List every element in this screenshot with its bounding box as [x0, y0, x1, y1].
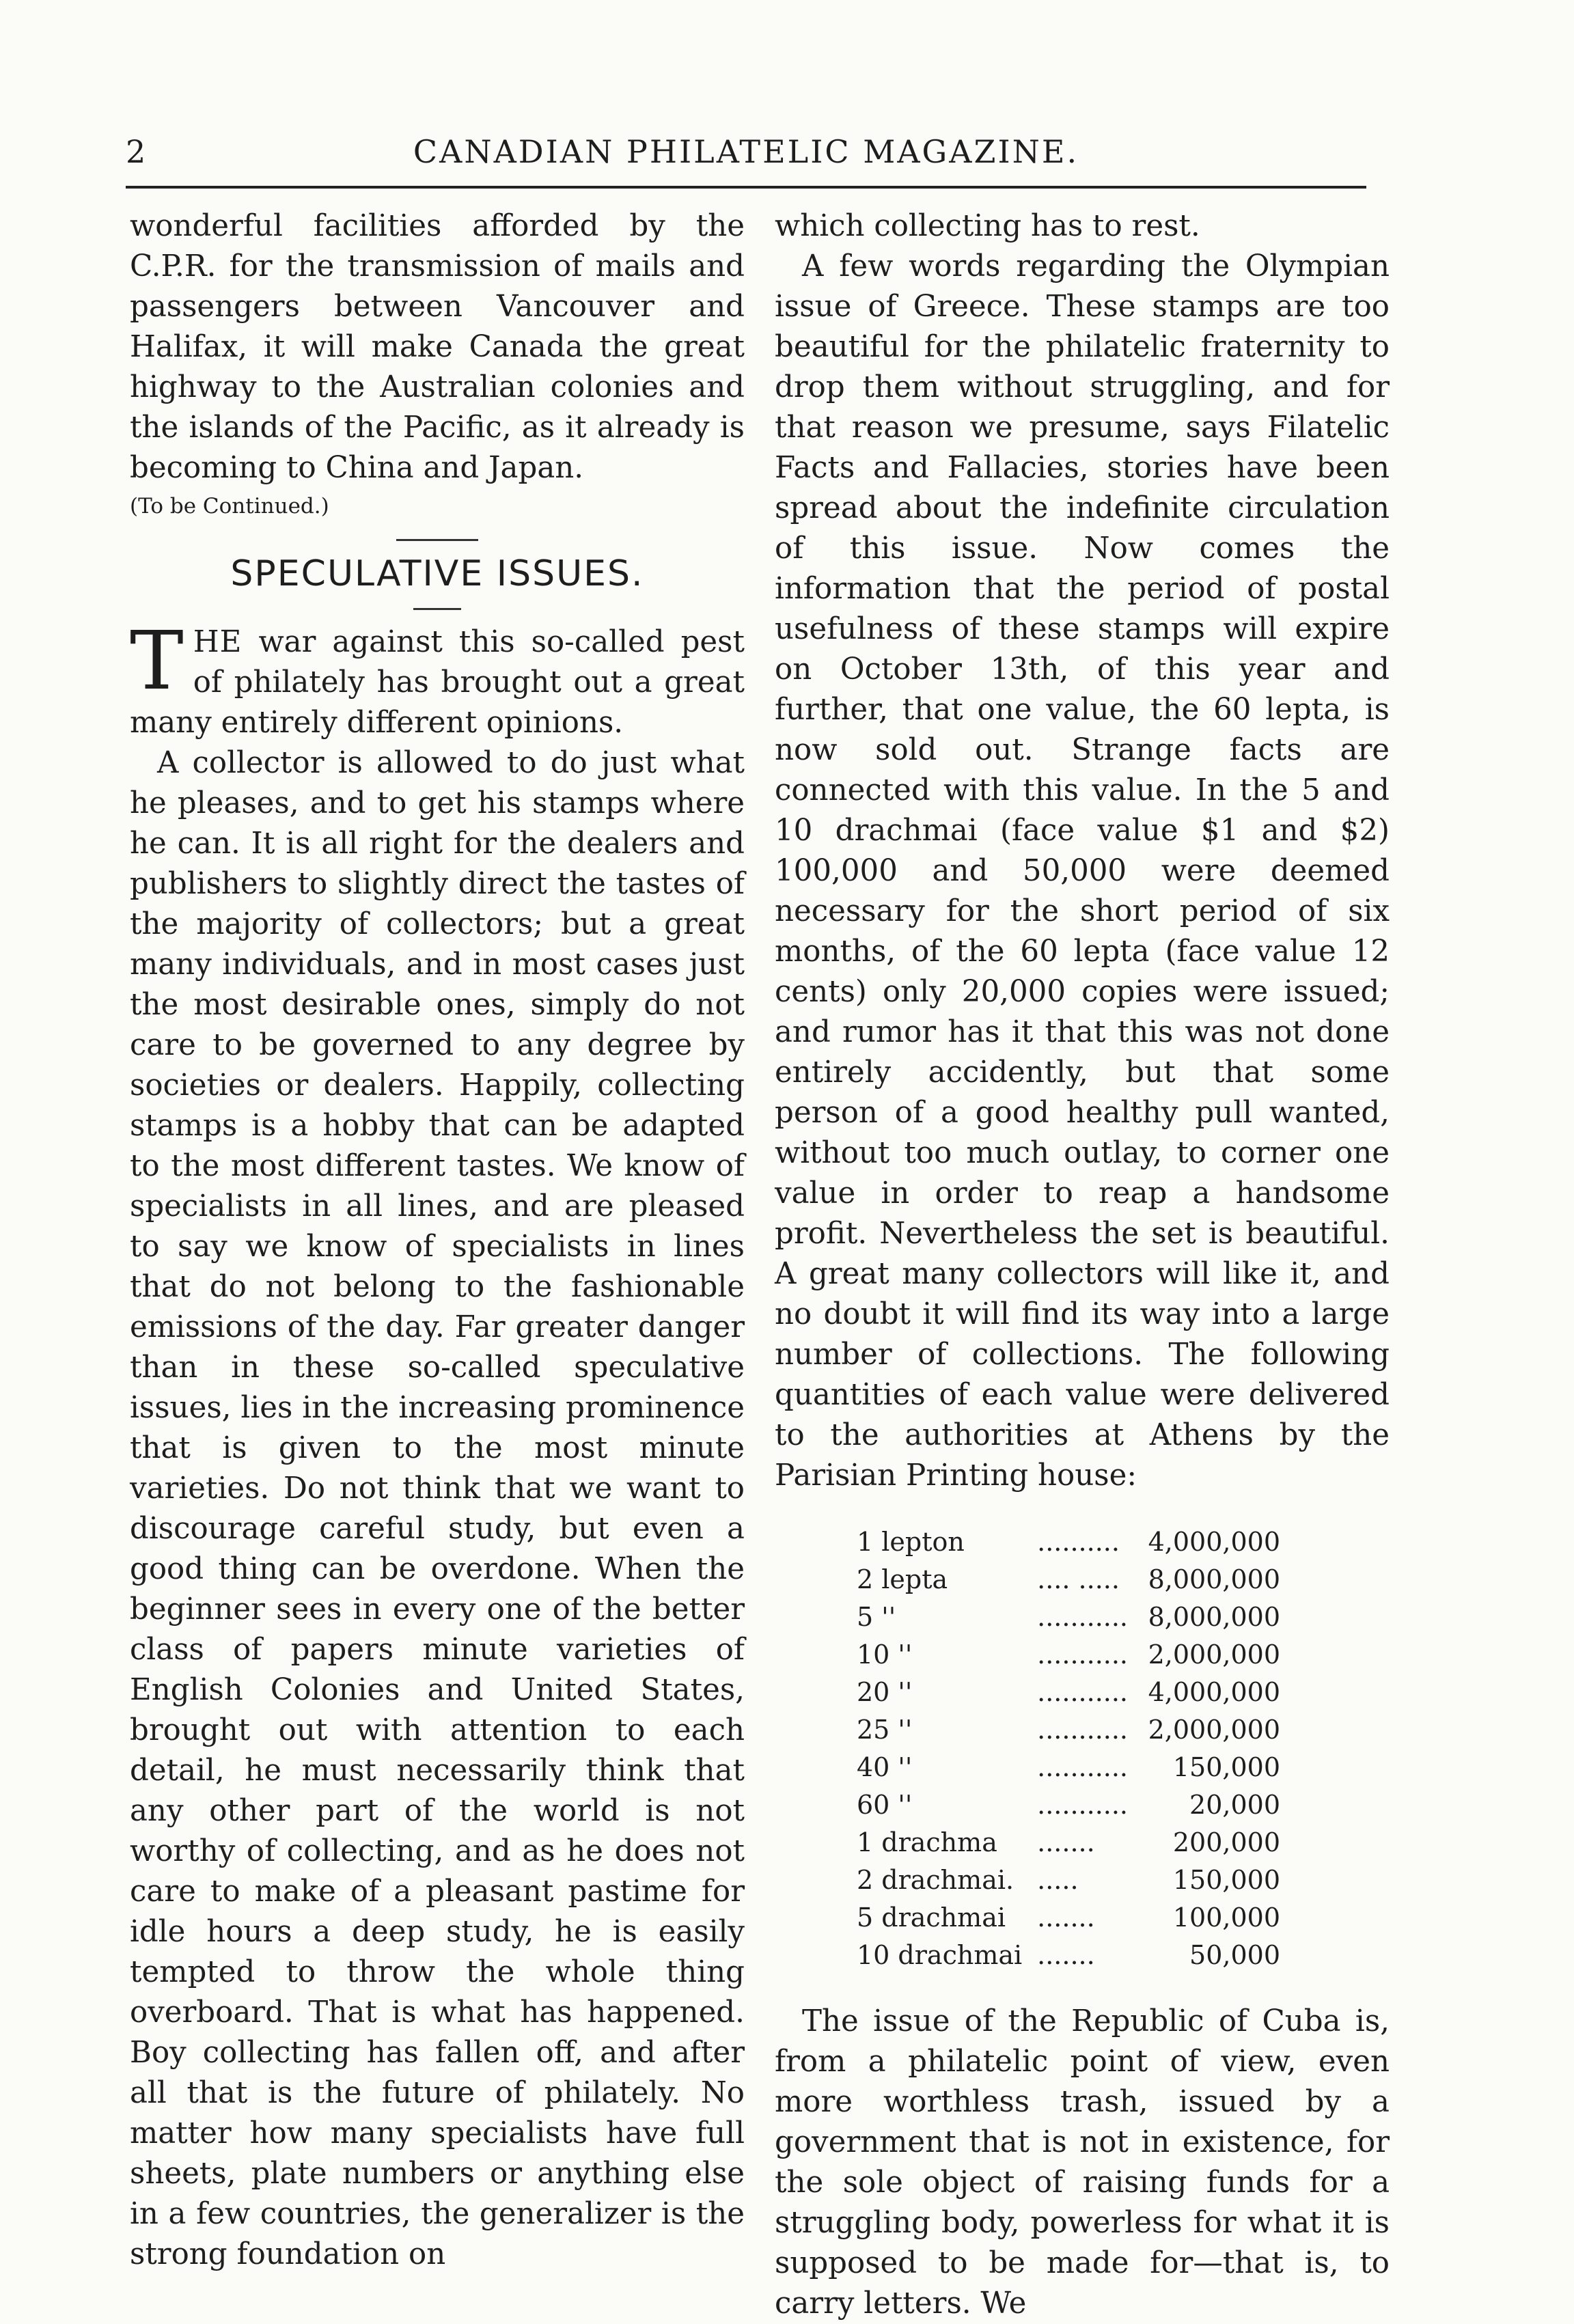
left-paragraph-1: wonderful facilities afforded by the C.P.R. for the transmission of mails and passengers between Vancouver and Halifax, it will make Canada the great highway to the Australian colonies and the islands of the Pacific, as it already is becoming to China and Japan.	[130, 209, 745, 485]
left-paragraph-2	[130, 613, 745, 743]
quantity-value: 150,000	[1172, 1865, 1280, 1895]
dot-leader: ...........	[1037, 1640, 1129, 1670]
table-row	[857, 1899, 1280, 1937]
right-paragraph-2: A few words regarding the Olympian issue of Greece. These stamps are too beautiful for the philatelic fraternity to drop them without struggling, and for that reason we presume, says Filatelic Facts and Fallacies, stories have been spread about the indefinite circulation of this issue. Now comes the information that the period of postal usefulness of these stamps will expire on October 13th, of this year and further, that one value, the 60 lepta, is now sold out. Strange facts are connected with this value. In the 5 and 10 drachmai (face value $1 and $2) 100,000 and 50,000 were deemed necessary for the short period of six months, of the 60 lepta (face value 12 cents) only 20,000 copies were issued; and rumor has it that this was not done entirely accidently, but that some person of a good healthy pull wanted, without too much outlay, to corner one value in order to reap a handsome profit. Nevertheless the set is beautiful. A great many collectors will like it, and no doubt it will find its way into a large number of collections. The following quantities of each value were delivered to the authorities at Athens by the Parisian Printing house:	[775, 249, 1390, 1493]
right-paragraph-1: which collecting has to rest.	[775, 209, 1200, 243]
value-label: 10 drachmai	[857, 1940, 1023, 1970]
left-paragraph-2-text: war against this so-called pest of philately has brought out a great many entirely different opinions.	[130, 625, 745, 740]
dot-leader: ...........	[1037, 1715, 1129, 1745]
page-number: 2	[126, 133, 146, 170]
running-head: CANADIAN PHILATELIC MAGAZINE.	[413, 133, 1079, 170]
dot-leader: .... .....	[1037, 1564, 1120, 1594]
page-header	[126, 131, 1366, 172]
table-row	[857, 1786, 1280, 1824]
lead-word: HE	[193, 625, 243, 659]
right-paragraph-3: The issue of the Republic of Cuba is, from a philatelic point of view, even more worthless trash, issued by a government that is not in existence, for the sole object of raising funds for a struggling body, powerless for what it is supposed to be made for—that is, to carry letters. We	[775, 2004, 1390, 2321]
quantity-value: 100,000	[1172, 1903, 1280, 1933]
value-label: 10 ''	[857, 1640, 913, 1670]
continued-note: (To be Continued.)	[130, 494, 329, 518]
dot-leader: .....	[1037, 1865, 1079, 1895]
quantity-value: 2,000,000	[1148, 1640, 1280, 1670]
dot-leader: .......	[1037, 1827, 1095, 1857]
dot-leader: .......	[1037, 1903, 1095, 1933]
table-row	[857, 1749, 1280, 1786]
quantity-value: 200,000	[1172, 1827, 1280, 1857]
quantity-value: 20,000	[1189, 1790, 1280, 1820]
table-row	[857, 1561, 1280, 1599]
left-paragraph-3: A collector is allowed to do just what he pleases, and to get his stamps where he can. It is all right for the dealers and publishers to slightly direct the tastes of the majority of collectors; but a great many individuals, and in most cases just the most desirable ones, simply do not care to be governed to any degree by societies or dealers. Happily, collecting stamps is a hobby that can be adapted to the most different tastes. We know of specialists in all lines, and are pleased to say we know of specialists in lines that do not belong to the fashionable emissions of the day. Far greater danger than in these so-called speculative issues, lies in the increasing prominence that is given to the most minute varieties. Do not think that we want to discourage careful study, but even a good thing can be overdone. When the beginner sees in every one of the better class of papers minute varieties of English Colonies and United States, brought out with attention to each detail, he must necessarily think that any other part of the world is not worthy of collecting, and as he does not care to make of a pleasant pastime for idle hours a deep study, he is easily tempted to throw the whole thing overboard. That is what has happened. Boy collecting has fallen off, and after all that is the future of philately. No matter how many specialists have full sheets, plate numbers or anything else in a few countries, the generalizer is the strong foundation on	[130, 746, 745, 2271]
value-label: 25 ''	[857, 1715, 913, 1745]
value-label: 2 lepta	[857, 1564, 948, 1594]
table-row	[857, 1824, 1280, 1862]
dot-leader: .......	[1037, 1940, 1095, 1970]
left-column	[130, 206, 745, 2275]
dot-leader: ...........	[1037, 1752, 1129, 1782]
value-label: 2 drachmai.	[857, 1865, 1014, 1895]
value-label: 1 drachma	[857, 1827, 997, 1857]
dot-leader: ...........	[1037, 1677, 1129, 1707]
value-label: 40 ''	[857, 1752, 913, 1782]
value-label: 5 drachmai	[857, 1903, 1006, 1933]
table-row	[857, 1711, 1280, 1749]
quantity-value: 50,000	[1189, 1940, 1280, 1970]
table-row	[857, 1674, 1280, 1711]
drop-cap: T	[130, 613, 184, 708]
right-column	[775, 206, 1390, 2324]
section-title: SPECULATIVE ISSUES.	[230, 553, 644, 594]
dot-leader: ...........	[1037, 1602, 1129, 1632]
value-label: 1 lepton	[857, 1527, 965, 1557]
quantity-value: 8,000,000	[1148, 1602, 1280, 1632]
table-row	[857, 1636, 1280, 1674]
quantities-table	[857, 1523, 1280, 1974]
header-rule	[126, 186, 1366, 189]
value-label: 20 ''	[857, 1677, 913, 1707]
quantity-value: 4,000,000	[1148, 1677, 1280, 1707]
value-label: 60 ''	[857, 1790, 913, 1820]
quantity-value: 150,000	[1172, 1752, 1280, 1782]
table-row	[857, 1523, 1280, 1561]
quantity-value: 4,000,000	[1148, 1527, 1280, 1557]
dot-leader: ...........	[1037, 1790, 1129, 1820]
table-row	[857, 1937, 1280, 1974]
table-row	[857, 1599, 1280, 1636]
quantity-value: 8,000,000	[1148, 1564, 1280, 1594]
value-label: 5 ''	[857, 1602, 896, 1632]
quantity-value: 2,000,000	[1148, 1715, 1280, 1745]
dot-leader: ..........	[1037, 1527, 1120, 1557]
section-divider	[396, 539, 478, 541]
title-divider	[413, 608, 461, 610]
table-row	[857, 1862, 1280, 1899]
